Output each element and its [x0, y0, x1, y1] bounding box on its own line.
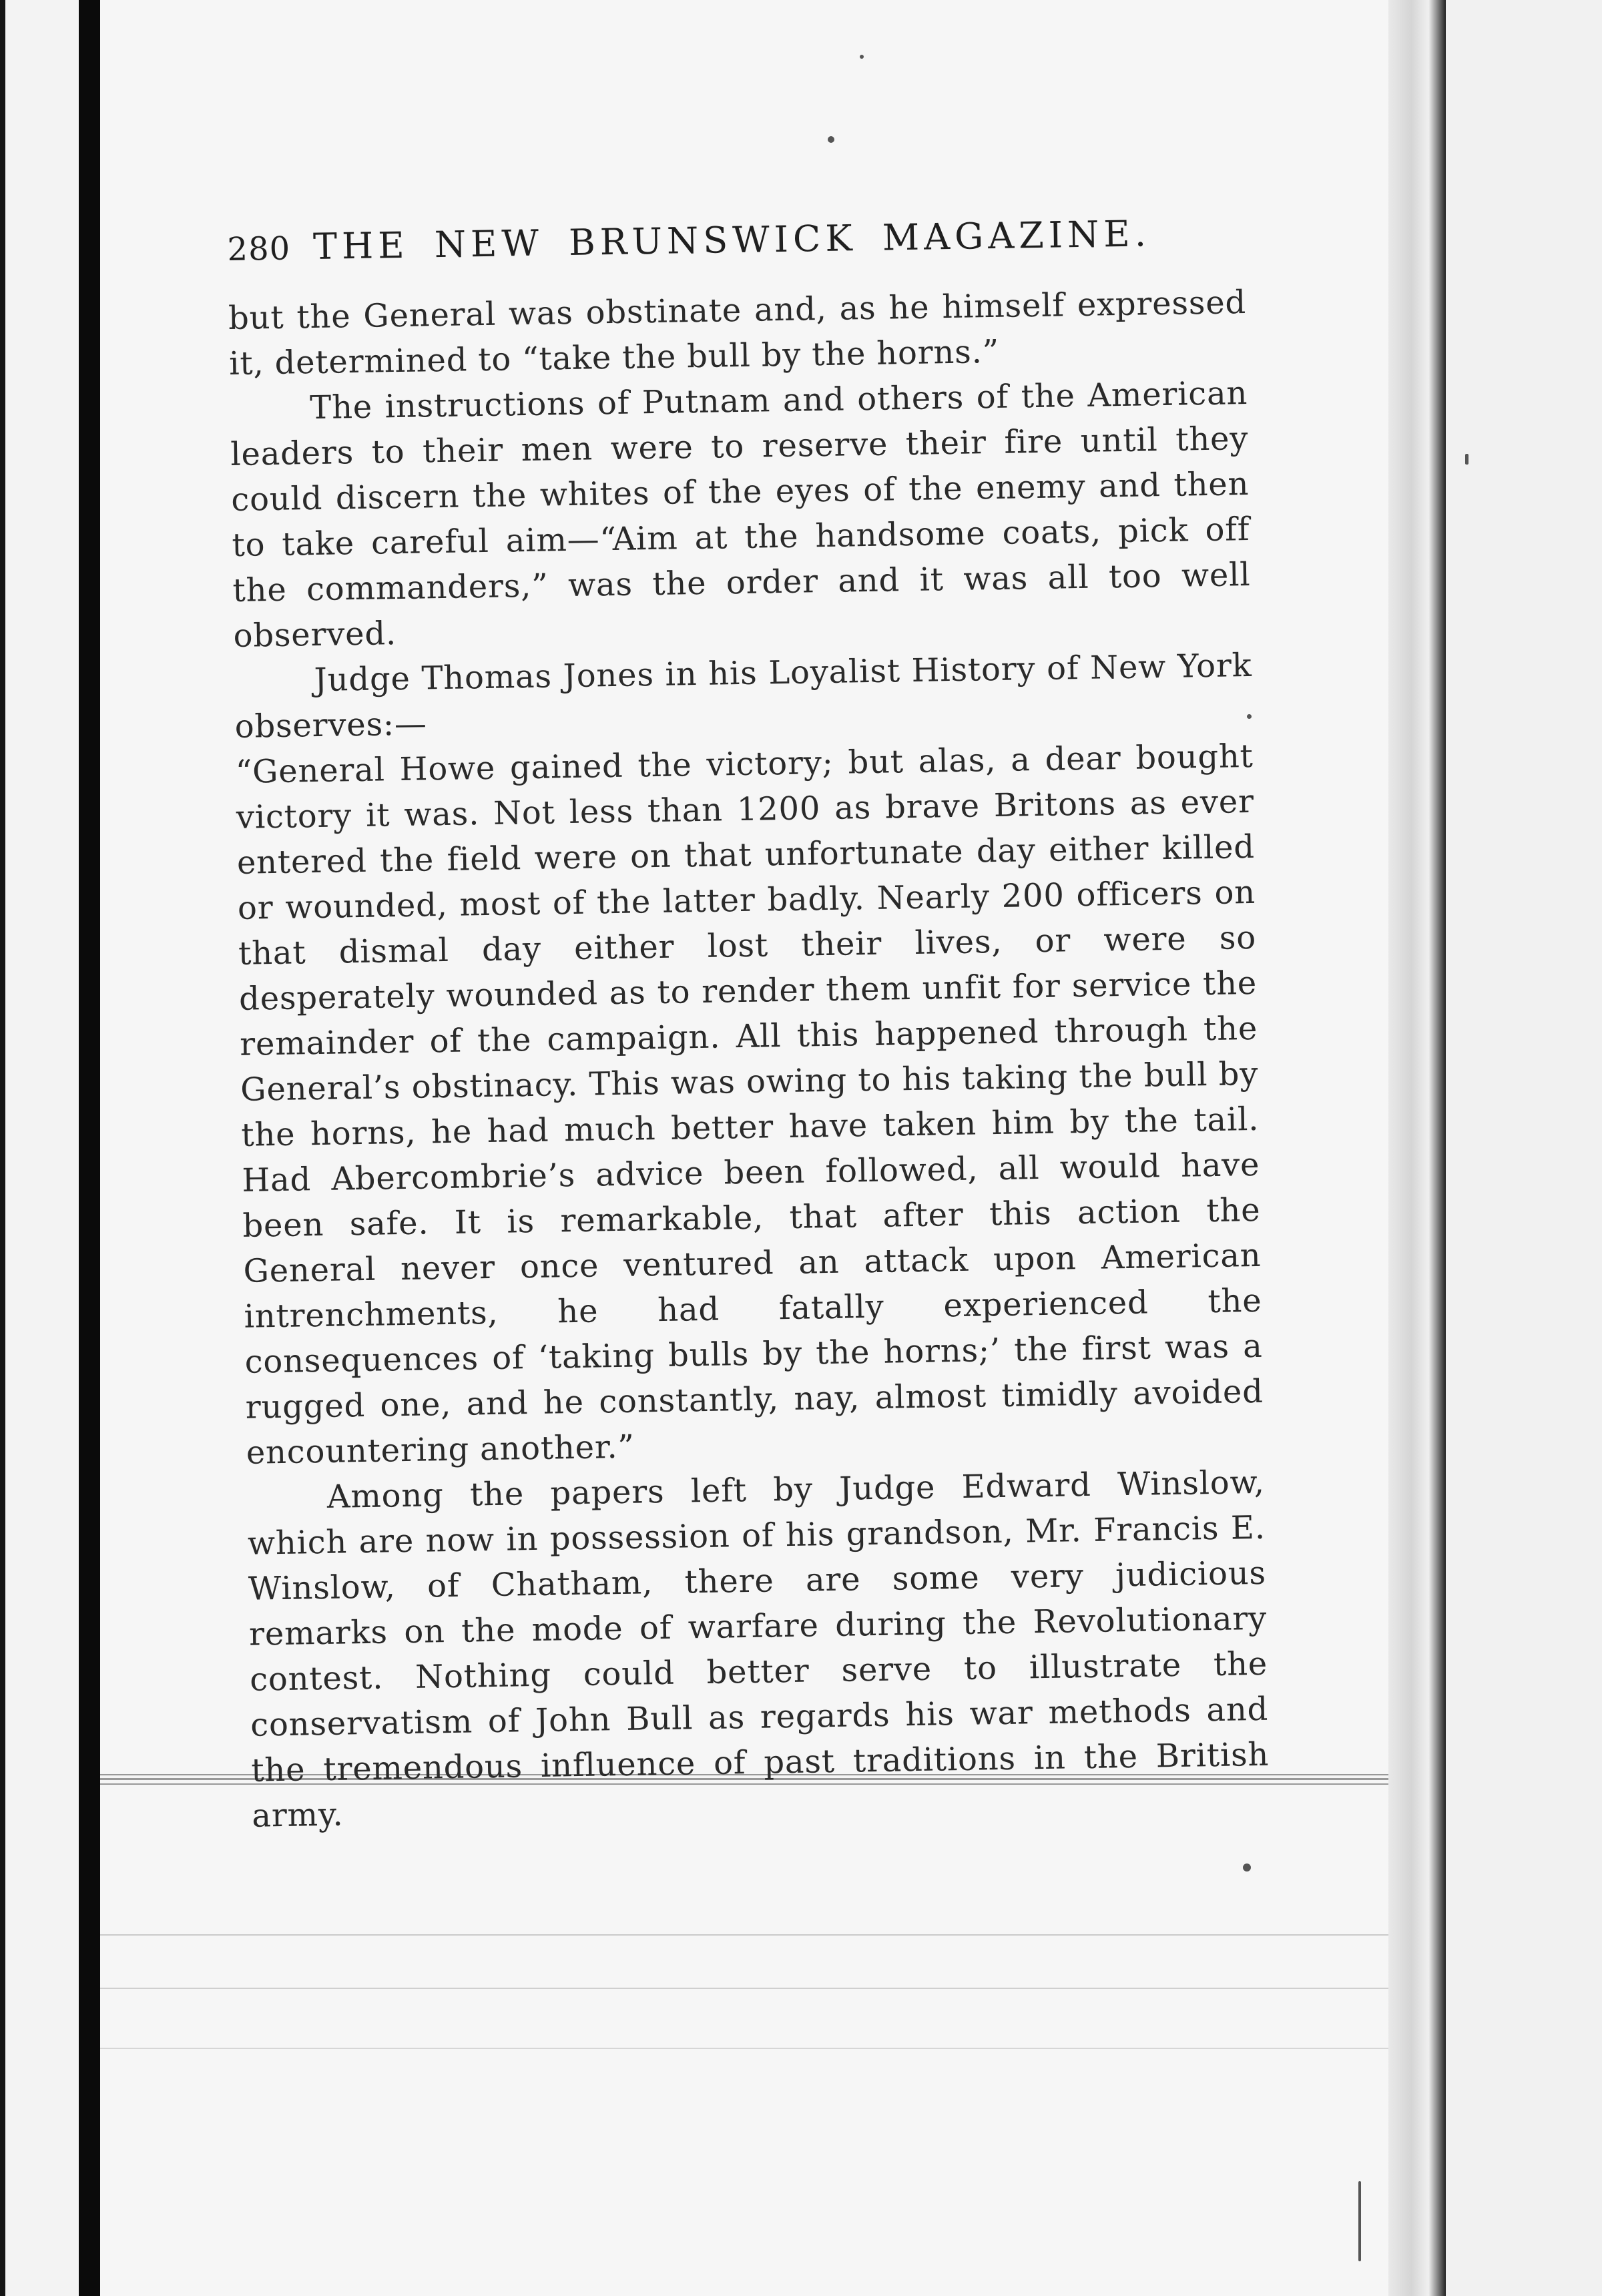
previous-page-edge	[0, 0, 79, 2296]
scan-artifact-line	[100, 1783, 1388, 1785]
running-head	[227, 211, 1246, 269]
scan-artifact-line	[100, 1778, 1388, 1780]
dust-speck	[1358, 2181, 1361, 2261]
paragraph-continuation: but the General was obstinate and, as he himself expressed it, determined to “take the bull by the horns.”	[228, 284, 1247, 382]
magazine-page	[100, 0, 1388, 2296]
dust-speck	[1243, 1863, 1251, 1872]
page-number: 280	[227, 230, 291, 268]
magazine-title: THE NEW BRUNSWICK MAGAZINE.	[312, 212, 1151, 268]
paragraph-putnam-instructions: The instructions of Putnam and others of the American leaders to their men were to reserve their fire until they could discern the whites of the eyes of the enemy and then to take careful aim—“Aim at the handsome coats, pick off the commanders,” was the order and it was all too well observed.	[230, 374, 1251, 655]
dust-speck	[1247, 714, 1252, 719]
page-fold-shadow	[1388, 0, 1446, 2296]
scan-artifact-line	[100, 2048, 1388, 2049]
paragraph-howe-quote: “General Howe gained the victory; but alas, a dear bought victory it was. Not less than 1200 as brave Britons as ever entered the field were on that unfortunate day either killed or wounded, most of the latter badly. Nearly 200 officers on that dismal day either lost their lives, or were so desperately wounded as to render them unfit for service the remainder of the campaign. All this happened through the General’s obstinacy. This was owing to his taking the bull by the horns, he had much better have taken him by the tail. Had Abercombrie’s advice been followed, all would have been safe. It is remarkable, that after this action the General never once ventured an attack upon American intrenchments, he had fatally experienced the consequences of ‘taking bulls by the horns;’ the first was a rugged one, and he constantly, nay, almost timidly avoided encountering another.”	[235, 737, 1264, 1472]
scan-artifact-line	[100, 1774, 1388, 1775]
next-page-edge	[1446, 0, 1602, 2296]
dust-speck	[1465, 454, 1468, 465]
scan-artifact-line	[100, 1988, 1388, 1989]
dust-speck	[860, 55, 864, 59]
dust-speck	[828, 136, 834, 143]
paragraph-winslow-papers: Among the papers left by Judge Edward Winslow, which are now in possession of his grandson, Mr. Francis E. Winslow, of Chatham, there are some very judicious remarks on the mode of warfare during the Revolutionary contest. Nothing could better serve to illustrate the conservatism of John Bull as regards his war methods and the tremendous influence of past traditions in the British army.	[247, 1463, 1270, 1835]
paragraph-judge-jones: Judge Thomas Jones in his Loyalist History of New York observes:—	[234, 646, 1252, 746]
scan-artifact-line	[100, 1934, 1388, 1936]
page-text-block	[227, 211, 1270, 1839]
left-border	[0, 0, 5, 2296]
